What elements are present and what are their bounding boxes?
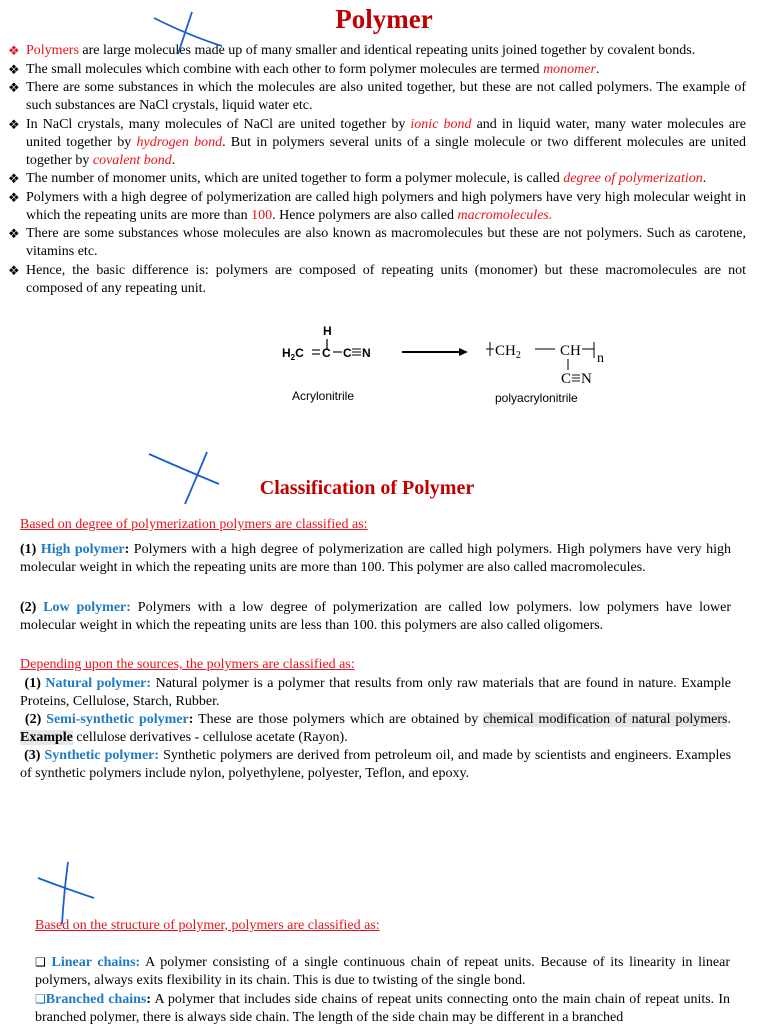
bullet-text: Polymers (26, 43, 79, 58)
bullet-text: There are some substances whose molecules are also known as macromolecules but these are not polymers. Such as carotene, vitamins etc. (26, 226, 746, 259)
linear-checkbox-icon: ❑ (35, 955, 46, 969)
semi-synthetic-paragraph (20, 711, 731, 747)
linear-chains-paragraph (35, 953, 730, 990)
pen-mark-middle (145, 448, 225, 508)
natural-polymer-num: (1) (24, 676, 46, 691)
poly-cn-n: N (581, 371, 592, 387)
branched-checkbox-icon: ❑ (35, 992, 46, 1006)
bullet-item (8, 170, 746, 188)
bullet-text: macromolecules. (457, 207, 553, 223)
bullet-item (8, 189, 746, 225)
high-polymer-colon: : (124, 542, 130, 557)
bullet-text: . (171, 152, 176, 168)
semi-synthetic-example: Example (20, 730, 73, 745)
natural-polymer-label: Natural polymer: (45, 676, 152, 691)
bullet-text: covalent bond (92, 152, 172, 168)
bullet-text: 100 (251, 207, 273, 223)
semi-synthetic-text2: . (727, 712, 731, 727)
poly-n: n (597, 351, 604, 366)
bullet-item (8, 79, 746, 115)
monomer-n: N (362, 346, 371, 360)
monomer-h-top: H (323, 324, 332, 338)
monomer-label: Acrylonitrile (292, 389, 355, 403)
diamond-bullet-icon: ❖ (8, 80, 20, 95)
page-title: Polymer (335, 4, 433, 34)
semi-synthetic-text1: These are those polymers which are obtained by (193, 712, 484, 727)
natural-polymer-text: Natural polymer is a polymer that results from only raw materials that are found in nature. Example Proteins, Cellulose, Starch, Rubber. (20, 676, 731, 709)
semi-synthetic-label: Semi-synthetic polymer (46, 712, 189, 727)
semi-synthetic-colon: : (188, 712, 194, 727)
diamond-bullet-icon: ❖ (8, 43, 20, 58)
bullet-text: The small molecules which combine with each other to form polymer molecules are termed (26, 61, 544, 77)
bullet-text: The number of monomer units, which are united together to form a polymer molecule, is called (26, 171, 564, 186)
poly-ch2: $CH_2$ (495, 343, 521, 361)
semi-synthetic-text3: cellulose derivatives - cellulose acetate (Rayon). (72, 730, 348, 745)
bullet-text: There are some substances in which the molecules are also united together, but these are not called polymers. The example of such substances are NaCl crystals, liquid water etc. (26, 80, 746, 113)
bullet-list (8, 42, 746, 298)
bullet-item (8, 61, 746, 79)
bullet-text: In NaCl crystals, many molecules of NaCl are united together by (26, 116, 411, 132)
monomer-c2: C (322, 346, 331, 360)
monomer-h2: $H_2C$ (282, 346, 304, 362)
branched-chains-paragraph (35, 990, 730, 1027)
branched-chains-colon: : (146, 992, 152, 1007)
semi-synthetic-num: (2) (24, 712, 47, 727)
bullet-item (8, 262, 746, 298)
bullet-text: Polymers with a high degree of polymerization are called high polymers and high polymers have very high molecular weight in which the repeating units are more than (26, 189, 746, 223)
semi-synthetic-highlight: chemical modification of natural polymers (483, 712, 728, 727)
synthetic-label: Synthetic polymer: (44, 748, 160, 763)
bullet-text: . (595, 61, 600, 77)
structure-heading: Based on the structure of polymer, polymers are classified as: (35, 918, 380, 933)
bullet-text: . (702, 171, 707, 186)
low-polymer-num: (2) (20, 600, 44, 615)
bullet-item (8, 225, 746, 261)
bullet-text: degree of polymerization (563, 171, 703, 186)
synthetic-text: Synthetic polymers are derived from petroleum oil, and made by scientists and engineers. Examples of synthetic polymers include nylon, polyethylene, polyester, Teflon, and epoxy. (20, 748, 732, 781)
poly-cn-c: C (561, 371, 572, 387)
linear-chains-label: Linear chains: (51, 955, 141, 970)
diamond-bullet-icon: ❖ (8, 189, 20, 205)
degree-heading: Based on degree of polymerization polymers are classified as: (20, 517, 368, 532)
bullet-item (8, 116, 746, 170)
high-polymer-label: High polymer (40, 542, 125, 557)
synthetic-paragraph (20, 747, 731, 783)
diamond-bullet-icon: ❖ (8, 171, 20, 186)
bullet-text: are large molecules made up of many smaller and identical repeating units joined together by covalent bonds. (78, 43, 696, 58)
bullet-text: hydrogen bond (136, 134, 223, 150)
poly-ch: CH (560, 343, 581, 359)
diamond-bullet-icon: ❖ (8, 61, 20, 77)
reaction-scheme (270, 318, 630, 413)
pen-mark-bottom (34, 858, 104, 928)
polymer-label: polyacrylonitrile (495, 391, 578, 405)
source-heading: Depending upon the sources, the polymers are classified as: (20, 657, 355, 672)
diamond-bullet-icon: ❖ (8, 226, 20, 241)
high-polymer-num: (1) (20, 542, 41, 557)
bullet-text: Hence, the basic difference is: polymers are composed of repeating units (monomer) but these macromolecules are not composed of any repeating unit. (26, 262, 746, 296)
branched-chains-label: Branched chains (45, 992, 147, 1007)
branched-chains-text: A polymer that includes side chains of repeat units connecting onto the main chain of repeat units. In branched polymer, there is always side chain. The length of the side chain may be different in a branched (35, 992, 730, 1025)
low-polymer-label: Low polymer: (43, 600, 131, 615)
bullet-item (8, 42, 746, 60)
classification-title: Classification of Polymer (259, 477, 475, 499)
low-polymer-paragraph (20, 599, 731, 635)
high-polymer-text: Polymers with a high degree of polymerization are called high polymers. High polymers have very high molecular weight in which the repeating units are more than 100. This polymer are also called macromolecules. (20, 542, 731, 575)
bullet-text: monomer (543, 61, 596, 77)
bullet-text: ionic bond (410, 116, 472, 132)
bullet-text: and in liquid water, many water molecules are united together by (26, 116, 746, 150)
monomer-c3: C (343, 346, 352, 360)
bullet-text: . Hence polymers are also called (272, 207, 458, 223)
natural-polymer-paragraph (20, 675, 731, 711)
low-polymer-text: Polymers with a low degree of polymerization are called low polymers. low polymers have lower molecular weight in which the repeating units are less than 100. this polymers are also called oligomers. (20, 600, 731, 633)
linear-chains-text: A polymer consisting of a single continuous chain of repeat units. Because of its linearity in linear polymers, always exits flexibility in its chain. This is due to twisting of the single bond. (35, 955, 730, 988)
reaction-arrow-head (459, 348, 468, 356)
high-polymer-paragraph (20, 541, 731, 577)
synthetic-num: (3) (24, 748, 45, 763)
bullet-text: . But in polymers several units of a single molecule or two different molecules are united together by (26, 134, 746, 168)
diamond-bullet-icon: ❖ (8, 116, 20, 132)
diamond-bullet-icon: ❖ (8, 262, 20, 278)
pen-mark-top (150, 8, 230, 58)
